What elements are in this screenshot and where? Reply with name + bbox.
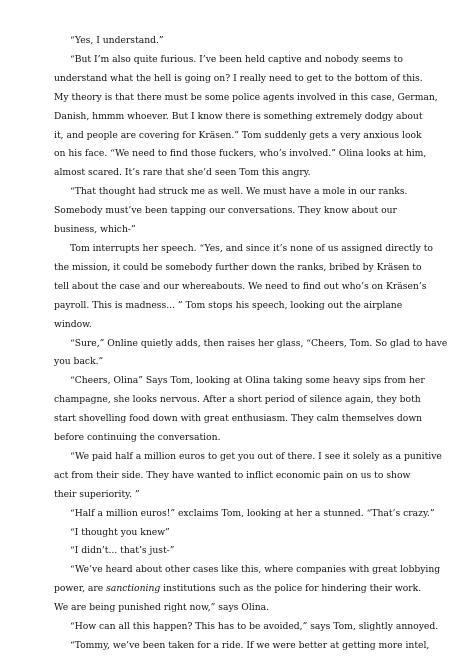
text-line: business, which-”: [54, 224, 136, 236]
text-line: the mission, it could be somebody further down the ranks, bribed by Kräsen to: [54, 261, 422, 273]
paragraph: [62, 505, 435, 524]
text-line: Danish, hmmm whoever. But I know there is something extremely dodgy about: [54, 110, 423, 122]
text-line: “That thought had struck me as well. We must have a mole in our ranks.: [70, 186, 408, 198]
text-line: almost scared. It’s rare that she’d seen Tom this angry.: [54, 167, 311, 179]
body-text: [54, 32, 448, 656]
paragraph: [62, 542, 398, 561]
text-line: tell about the case and our whereabouts. We need to find out who’s on Kräsen’s: [54, 280, 427, 292]
text-line: act from their side. They have wanted to inflict economic pain on us to show: [54, 469, 411, 481]
text-line: “Sure,” Online quietly adds, then raises her glass, “Cheers, Tom. So glad to have: [70, 337, 448, 349]
text-line: “But I’m also quite furious. I’ve been held captive and nobody seems to: [70, 53, 403, 65]
paragraph: [54, 561, 441, 618]
text-line: “I thought you knew”: [70, 526, 170, 538]
paragraph: [54, 372, 425, 448]
text-line: it, and people are covering for Kräsen.” Tom suddenly gets a very anxious look: [54, 129, 422, 141]
paragraph: [54, 240, 433, 335]
text-line: “Cheers, Olina” Says Tom, looking at Olina taking some heavy sips from her: [70, 375, 425, 387]
text-line: Tom interrupts her speech. “Yes, and since it’s none of us assigned directly to: [70, 242, 433, 254]
paragraph: [54, 335, 448, 373]
paragraph: [62, 32, 398, 51]
text-line: “Yes, I understand.”: [70, 35, 164, 46]
text-line: “Tommy, we’ve been taken for a ride. If we were better at getting more intel,: [70, 640, 430, 651]
text-line: “Half a million euros!” exclaims Tom, looking at her a stunned. “That’s crazy.”: [70, 507, 435, 519]
text-line: “We’ve heard about other cases like this, where companies with great lobbying: [70, 564, 441, 576]
text-line: start shovelling food down with great enthusiasm. They calm themselves down: [54, 413, 423, 425]
text-line: We are being punished right now,” says Olina.: [54, 602, 270, 614]
text-line: champagne, she looks nervous. After a short period of silence again, they both: [54, 394, 421, 406]
text-line: payroll. This is madness... ” Tom stops his speech, looking out the airplane: [54, 299, 403, 311]
text-line: “We paid half a million euros to get you out of there. I see it solely as a punitive: [70, 450, 442, 462]
text-line: “I didn’t... that’s just-”: [70, 545, 175, 557]
text-line: understand what the hell is going on? I really need to get to the bottom of this.: [54, 72, 423, 84]
paragraph: [54, 448, 442, 505]
paragraph: [54, 183, 408, 240]
text-line: their superiority. ”: [54, 488, 140, 500]
text-line-with-italic: power, are sanctioning institutions such as the police for hindering their work.: [54, 583, 422, 595]
paragraph: [62, 618, 439, 637]
emphasized-word: sanctioning: [106, 583, 161, 595]
text-line: before continuing the conversation.: [54, 432, 221, 444]
text-line: on his face. “We need to find those fuckers, who’s involved.” Olina looks at him,: [54, 148, 427, 160]
text-line: you back.”: [54, 356, 104, 368]
text-line: window.: [54, 318, 92, 330]
text-line: Somebody must’ve been tapping our conversations. They know about our: [54, 205, 397, 217]
paragraph: [54, 51, 438, 183]
text-line: My theory is that there must be some police agents involved in this case, German,: [54, 91, 438, 103]
paragraph: [62, 524, 398, 543]
text-line: “How can all this happen? This has to be avoided,” says Tom, slightly annoyed.: [70, 621, 439, 633]
